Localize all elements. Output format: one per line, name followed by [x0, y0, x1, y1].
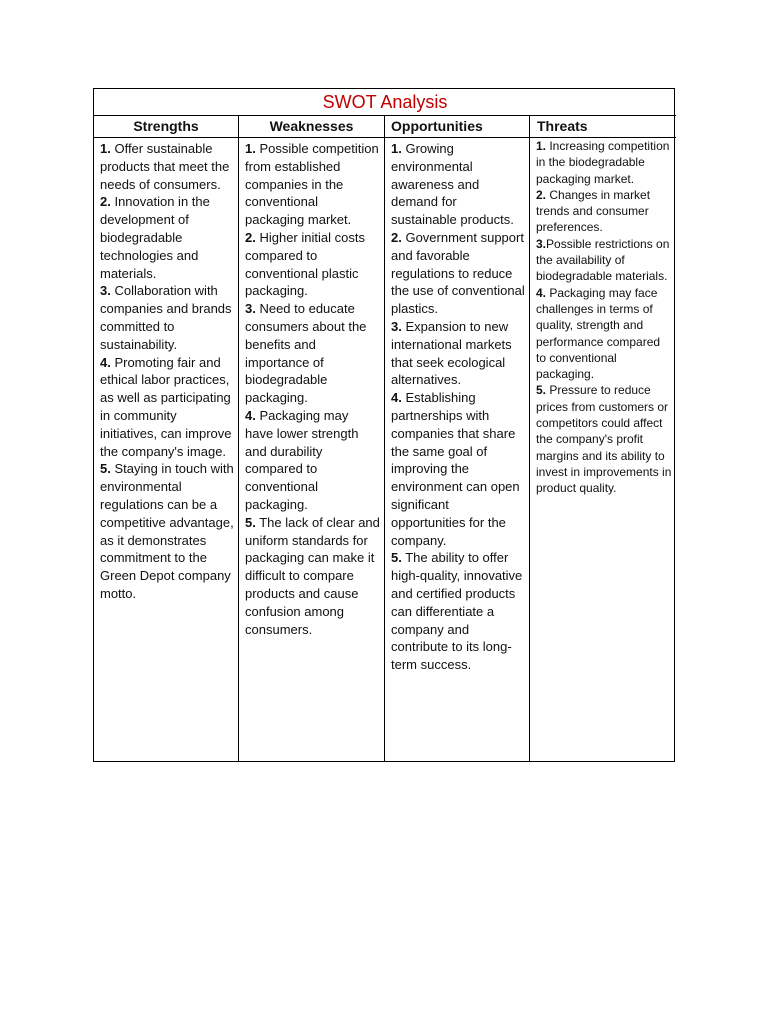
strength-item-4 — [100, 354, 234, 461]
strength-item-3 — [100, 282, 234, 353]
item-text: Packaging may face challenges in terms of quality, strength and performance compared to conventional packaging. — [536, 285, 661, 382]
item-text: Staying in touch with environmental regulations can be a competitive advantage, as it demonstrates commitment to the Green Depot company motto. — [100, 461, 234, 601]
item-number: 4. — [100, 354, 111, 370]
weaknesses-cell — [239, 138, 385, 761]
opportunity-item-1 — [391, 140, 525, 229]
item-number: 1. — [391, 141, 402, 156]
item-text: Government support and favorable regulations to reduce the use of conventional plastics. — [391, 229, 525, 317]
item-text: Changes in market trends and consumer preferences. — [536, 187, 651, 235]
weakness-item-5 — [245, 514, 380, 639]
item-text: The ability to offer high-quality, innovative and certified products can differentiate a company and contribute to its long-term success. — [391, 550, 523, 673]
item-text: Packaging may have lower strength and durability compared to conventional packaging. — [245, 407, 359, 512]
item-number: 5. — [391, 550, 402, 566]
item-number: 1. — [100, 141, 111, 156]
item-number: 3. — [100, 283, 111, 299]
item-text: Expansion to new international markets that seek ecological alternatives. — [391, 318, 512, 388]
weakness-item-2 — [245, 229, 380, 300]
item-number: 3. — [536, 236, 547, 251]
item-number: 5. — [536, 383, 547, 398]
item-number: 2. — [536, 187, 547, 202]
item-text: The lack of clear and uniform standards for packaging can make it difficult to compare products and cause confusion among consumers. — [245, 514, 380, 637]
item-text: Growing environmental awareness and demand for sustainable products. — [391, 141, 514, 228]
item-number: 5. — [245, 514, 256, 530]
item-number: 4. — [245, 407, 256, 423]
item-text: Offer sustainable products that meet the needs of consumers. — [100, 141, 230, 192]
threat-item-1 — [536, 138, 672, 187]
opportunity-item-2 — [391, 229, 525, 318]
threat-item-3 — [536, 236, 672, 285]
strength-item-2 — [100, 193, 234, 282]
table-title: SWOT Analysis — [94, 89, 676, 116]
item-text: Establishing partnerships with companies that share the same goal of improving the environment can open significant opportunities for the company. — [391, 390, 520, 548]
threat-item-5 — [536, 382, 672, 496]
strength-item-5 — [100, 460, 234, 602]
item-number: 2. — [391, 229, 402, 245]
header-strengths: Strengths — [94, 116, 239, 138]
item-text: Promoting fair and ethical labor practices, as well as participating in community initiatives, can improve the company's image. — [100, 354, 232, 459]
weakness-item-3 — [245, 300, 380, 407]
item-text: Increasing competition in the biodegradable packaging market. — [536, 139, 670, 186]
item-number: 4. — [536, 285, 547, 300]
item-number: 1. — [245, 141, 256, 156]
item-number: 4. — [391, 390, 402, 406]
item-text: Higher initial costs compared to conventional plastic packaging. — [245, 229, 365, 299]
swot-table — [93, 88, 675, 762]
item-text: Possible competition from established companies in the conventional packaging market. — [245, 141, 379, 228]
item-number: 1. — [536, 139, 547, 153]
weakness-item-1 — [245, 140, 380, 229]
threat-item-4 — [536, 285, 672, 383]
strengths-cell — [94, 138, 239, 761]
weakness-item-4 — [245, 407, 380, 514]
threat-item-2 — [536, 187, 672, 236]
opportunity-item-5 — [391, 549, 525, 674]
opportunities-cell — [385, 138, 530, 761]
threats-cell — [530, 138, 676, 761]
item-number: 3. — [391, 318, 402, 334]
item-number: 2. — [245, 229, 256, 245]
opportunity-item-4 — [391, 389, 525, 549]
item-text: Collaboration with companies and brands committed to sustainability. — [100, 283, 232, 352]
header-threats: Threats — [530, 116, 676, 138]
opportunity-item-3 — [391, 318, 525, 389]
header-opportunities: Opportunities — [385, 116, 530, 138]
strength-item-1 — [100, 140, 234, 193]
item-number: 3. — [245, 301, 256, 317]
item-text: Possible restrictions on the availability of biodegradable materials. — [536, 236, 670, 284]
item-text: Innovation in the development of biodegradable technologies and materials. — [100, 194, 210, 281]
item-text: Pressure to reduce prices from customers or competitors could affect the company's profit margins and its ability to invest in improvements in product quality. — [536, 383, 672, 496]
item-number: 2. — [100, 194, 111, 210]
item-number: 5. — [100, 461, 111, 477]
item-text: Need to educate consumers about the benefits and importance of biodegradable packaging. — [245, 301, 367, 406]
header-weaknesses: Weaknesses — [239, 116, 385, 138]
